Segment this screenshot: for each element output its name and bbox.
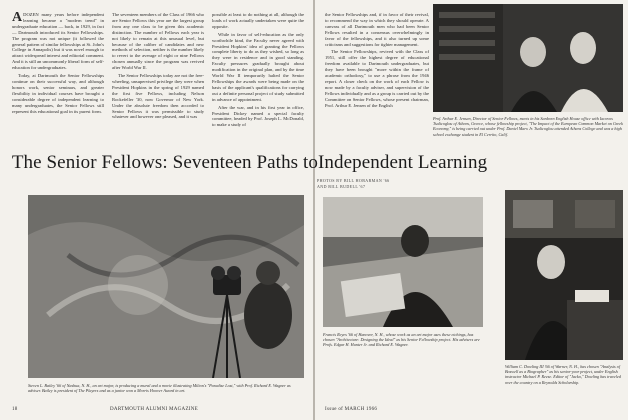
left-column-3 (212, 12, 304, 130)
desk-study-caption: William C. Dowling III '66 of Warner, N. H., has chosen "Analysis of Boswell as a Biographer" as his senior-year project, under English instructor Michael P. Reese. Editor of "Jacko," Dowling has traveled over the country on a Reynolds Scholarship. (505, 364, 621, 385)
paragraph: the Senior Fellowships and, if in favor of their revival, to recommend the way in which they should operate. A canvass of all Dartmouth men who had been Senior Fellows resulted in a consensus overwhelmingly in favor of the fellowships, and it also turned up some criticisms and suggestions for tighter management. (325, 12, 429, 47)
paragraph: DOZEN many years before independent learning became a "modern trend" in undergraduate education — back, in 1929, in fact — Dartmouth introduced its Senior Fellowships. The program was not unique (it followed the general pattern of similar fellowships at St. John's College in Annapolis) but it was novel enough to attract widespread interest and editorial comment. And it is still an uncommonly liberal form of self-education for undergraduates. (12, 12, 104, 71)
photo-credit-line-1: PHOTOS BY BILL HOBARMAN '66 (317, 178, 390, 183)
mural-photo (28, 195, 304, 378)
office-meeting-photo (433, 4, 623, 112)
drop-cap: A (12, 10, 23, 25)
folio-magazine-title: DARTMOUTH ALUMNI MAGAZINE (110, 407, 199, 412)
right-column-1 (325, 12, 429, 111)
paragraph: The Senior Fellowships, revived with the Class of 1951, still offer the highest degree of educational freedom available to Dartmouth undergraduates, but they have been brought "more within the frame of academic orthodoxy," to use a phrase from the 1946 report. A closer check on the work of each Fellow is now made by a faculty adviser, and supervision of the Fellows individually and as a group is carried out by the Committee on Senior Fellows, whose present chairman, Prof. Arthur E. Jensen of the English (325, 49, 429, 108)
etching-photo-caption: Francis Reyes '66 of Hanover, N. H., whose work as an art major uses these etchings, has chosen "Architecture: Designing the Ideal" as his Senior Fellowship project. His advisers are Profs. Edgar H. Hunter Jr. and Richard E. Wagner. (323, 332, 480, 348)
paragraph: While in favor of self-education as the only worthwhile kind, the Faculty never agreed with President Hopkins' idea of granting the Fellows complete liberty to do as they wished, so long as they were in residence and in good standing. Faculty pressures gradually brought about modification in the original plan, and by the time World War II temporarily halted the Senior Fellowships the awards were being made on the basis of the applicant's qualifications for carrying out a definite personal project of study submitted in advance of appointment. (212, 31, 304, 102)
office-meeting-caption: Prof. Arthur E. Jensen, Director of Senior Fellows, meets in his Sanborn English House office with Iacovos Tsalicoglou of Athens, Greece, whose fellowship project, "The Impact of the European Common Market on Greek Economy," is being carried out under Prof. Daniel Marx Jr. Tsalicoglou attended Athens College and was a high school exchange student in El Cerrito, Calif. (433, 116, 624, 137)
paragraph: The seventeen members of the Class of 1966 who are Senior Fellows this year are the largest group from any one class to be given this academic distinction. The number of Fellows each year is not likely to remain at this unusual level, but because of the caliber of candidates and new methods of selection, neither is the number likely to revert to the average of eight or nine Fellows chosen annually since the program was revived after World War II. (112, 12, 204, 71)
paragraph: possible at least to do nothing at all, although the loads of work actually undertaken were quite the opposite. (212, 12, 304, 29)
paragraph: After the war, and in his first year in office, President Dickey named a special faculty committee, headed by Prof. Joseph L. McDonald, to make a study of (212, 104, 304, 128)
photo-credit-line-2: AND BILL BUDELL '67 (317, 183, 366, 189)
desk-study-photo (505, 190, 623, 360)
left-column-1 (12, 12, 104, 116)
left-column-2 (112, 12, 204, 122)
article-title-left: The Senior Fellows: Seventeen Paths to (11, 152, 318, 173)
paragraph: The Senior Fellowships today are not the free-wheeling, unsupervised privilege they were when President Hopkins in the spring of 1929 named the first five Fellows, including Nelson Rockefeller '30, now Governor of New York. Under the absolute freedom then accorded to Senior Fellows it was permissible to study whatever and however one pleased, and it was (112, 73, 204, 120)
office-meeting-photo-drawing (433, 4, 623, 112)
mural-photo-drawing (28, 195, 304, 378)
mural-photo-caption: Steven L. Bailey '66 of Nashua, N. H., an art major, is producing a mural and a movie illustrating Milton's "Paradise Lost," with Prof. Richard E. Wagner as adviser. Bailey is president of The Players and as a junior won a Morris Hoover Award in art. (28, 383, 291, 394)
desk-study-photo-drawing (505, 190, 623, 360)
article-title-right: Independent Learning (318, 152, 488, 173)
photo-credit (317, 178, 487, 189)
left-page (0, 0, 313, 420)
paragraph: Today, at Dartmouth the Senior Fellowships continue on their successful way, and although honors work, senior seminars, and greater flexibility in individual courses have brought a considerable degree of independent learning to many undergraduates, the Senior Fellows still represent this educational goal in its purest form. (12, 73, 104, 114)
etching-photo (323, 197, 483, 327)
folio-page-number: 18 (12, 407, 18, 412)
folio-issue: Issue of MARCH 1966 (325, 407, 378, 412)
right-page (315, 0, 628, 420)
etching-photo-drawing (323, 197, 483, 327)
